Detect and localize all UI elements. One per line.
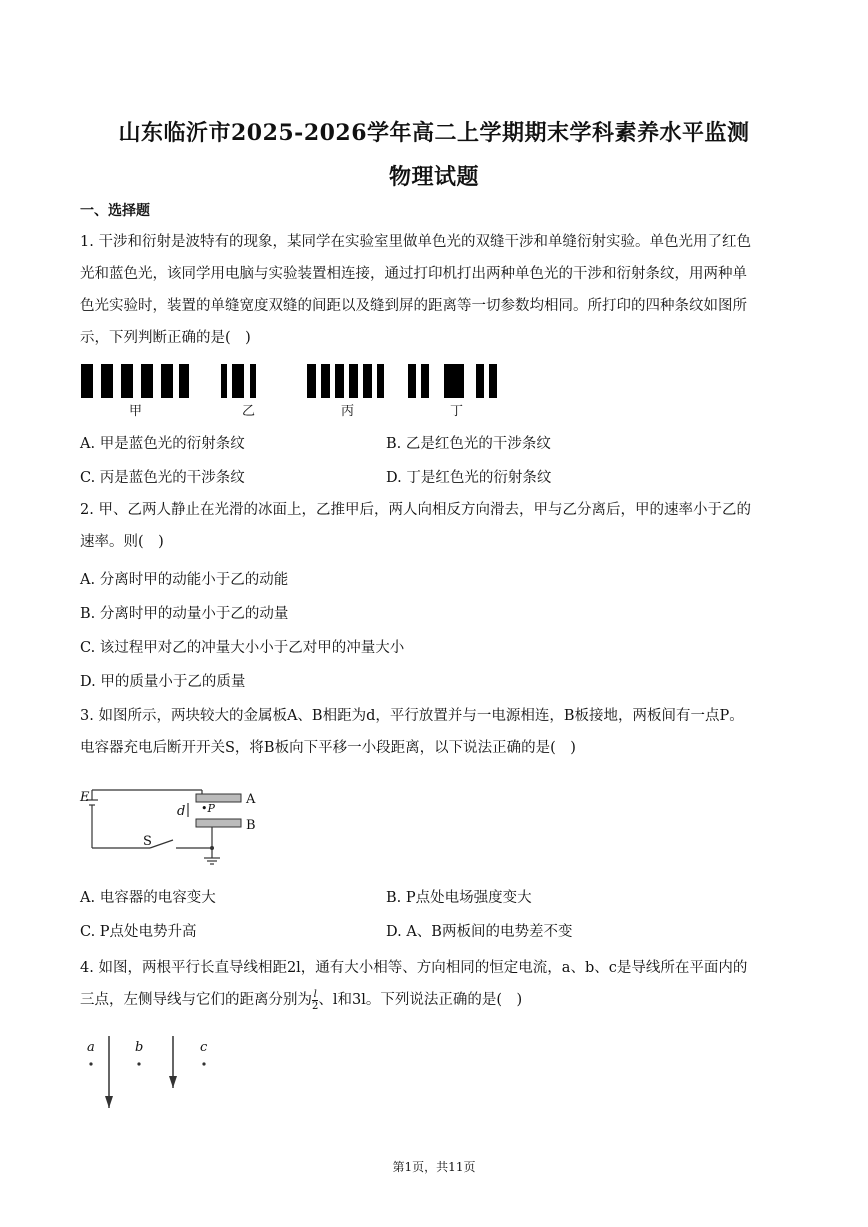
line-start: 三点，左侧导线与它们的距离分别为 [80, 992, 312, 1008]
fringe-yi [221, 364, 256, 398]
question-line: 色光实验时，装置的单缝宽度双缝的间距以及缝到屏的距离等一切参数均相同。所打印的四种条纹如图所 [80, 298, 747, 314]
q2-option-b: B. 分离时甲的动量小于乙的动量 [80, 606, 289, 622]
label-plate-a: A [246, 792, 256, 807]
label-switch-s: S [143, 834, 152, 849]
question-line: 4. 如图，两根平行长直导线相距2l，通有大小相等、方向相同的恒定电流，a、b、c是导线所在平面内的 [80, 960, 748, 976]
question-line: 1. 干涉和衍射是波特有的现象，某同学在实验室里做单色光的双缝干涉和单缝衍射实验。单色光用了红色 [80, 234, 751, 250]
q2-option-d: D. 甲的质量小于乙的质量 [80, 674, 246, 690]
q1-option-c: C. 丙是蓝色光的干涉条纹 [80, 470, 245, 486]
q3-option-b: B. P点处电场强度变大 [386, 890, 532, 906]
q1-option-b: B. 乙是红色光的干涉条纹 [386, 436, 551, 452]
fig-label-bing: 丙 [341, 404, 355, 419]
fringe-patterns-figure [78, 360, 508, 420]
question-3-text [80, 700, 788, 764]
section-heading: 一、选择题 [80, 203, 150, 219]
page-title: 山东临沂市2025-2026学年高二上学期期末学科素养水平监测 [118, 120, 750, 146]
question-line [80, 984, 788, 1016]
fraction-denominator: 2 [312, 1000, 319, 1012]
page-subtitle: 物理试题 [388, 164, 479, 190]
fringe-bing [307, 364, 384, 398]
q2-option-a: A. 分离时甲的动能小于乙的动能 [80, 572, 289, 588]
question-4-text [80, 952, 788, 1016]
fig-label-yi: 乙 [242, 404, 256, 419]
question-line: 3. 如图所示，两块较大的金属板A、B相距为d，平行放置并与一电源相连，B板接地，两板间有一点P。 [80, 708, 744, 724]
question-1-text [80, 226, 788, 354]
label-b: b [135, 1040, 144, 1055]
label-c: c [200, 1040, 208, 1055]
question-line: 光和蓝色光，该同学用电脑与实验装置相连接，通过打印机打出两种单色光的干涉和衍射条纹，用两种单 [80, 266, 747, 282]
question-2-text [80, 494, 788, 558]
label-e: E [80, 790, 90, 805]
question-line: 2. 甲、乙两人静止在光滑的冰面上，乙推甲后，两人向相反方向滑去，甲与乙分离后，甲的速率小于乙的 [80, 502, 751, 518]
q3-option-a: A. 电容器的电容变大 [80, 890, 216, 906]
label-a: a [87, 1040, 95, 1055]
fraction-numerator: l [313, 988, 317, 1000]
fringe-ding [408, 364, 497, 398]
parallel-wires-figure [80, 1032, 240, 1117]
fig-label-ding: 丁 [450, 404, 464, 419]
question-line: 电容器充电后断开开关S，将B板向下平移一小段距离，以下说法正确的是( ) [80, 740, 576, 756]
page-footer: 第1页，共11页 [392, 1160, 476, 1174]
line-end: 、l和3l。下列说法正确的是( ) [318, 992, 523, 1008]
q3-option-c: C. P点处电势升高 [80, 924, 197, 940]
q3-option-d: D. A、B两板间的电势差不变 [386, 924, 573, 940]
q1-option-d: D. 丁是红色光的衍射条纹 [386, 470, 552, 486]
label-d: d [177, 804, 186, 819]
q2-option-c: C. 该过程甲对乙的冲量大小小于乙对甲的冲量大小 [80, 640, 405, 656]
fringe-jia [81, 364, 189, 398]
label-p: •P [201, 802, 215, 815]
question-line: 示，下列判断正确的是( ) [80, 330, 251, 346]
fig-label-jia: 甲 [129, 404, 143, 419]
label-plate-b: B [246, 818, 256, 833]
q1-option-a: A. 甲是蓝色光的衍射条纹 [80, 436, 245, 452]
question-line: 速率。则( ) [80, 534, 164, 550]
